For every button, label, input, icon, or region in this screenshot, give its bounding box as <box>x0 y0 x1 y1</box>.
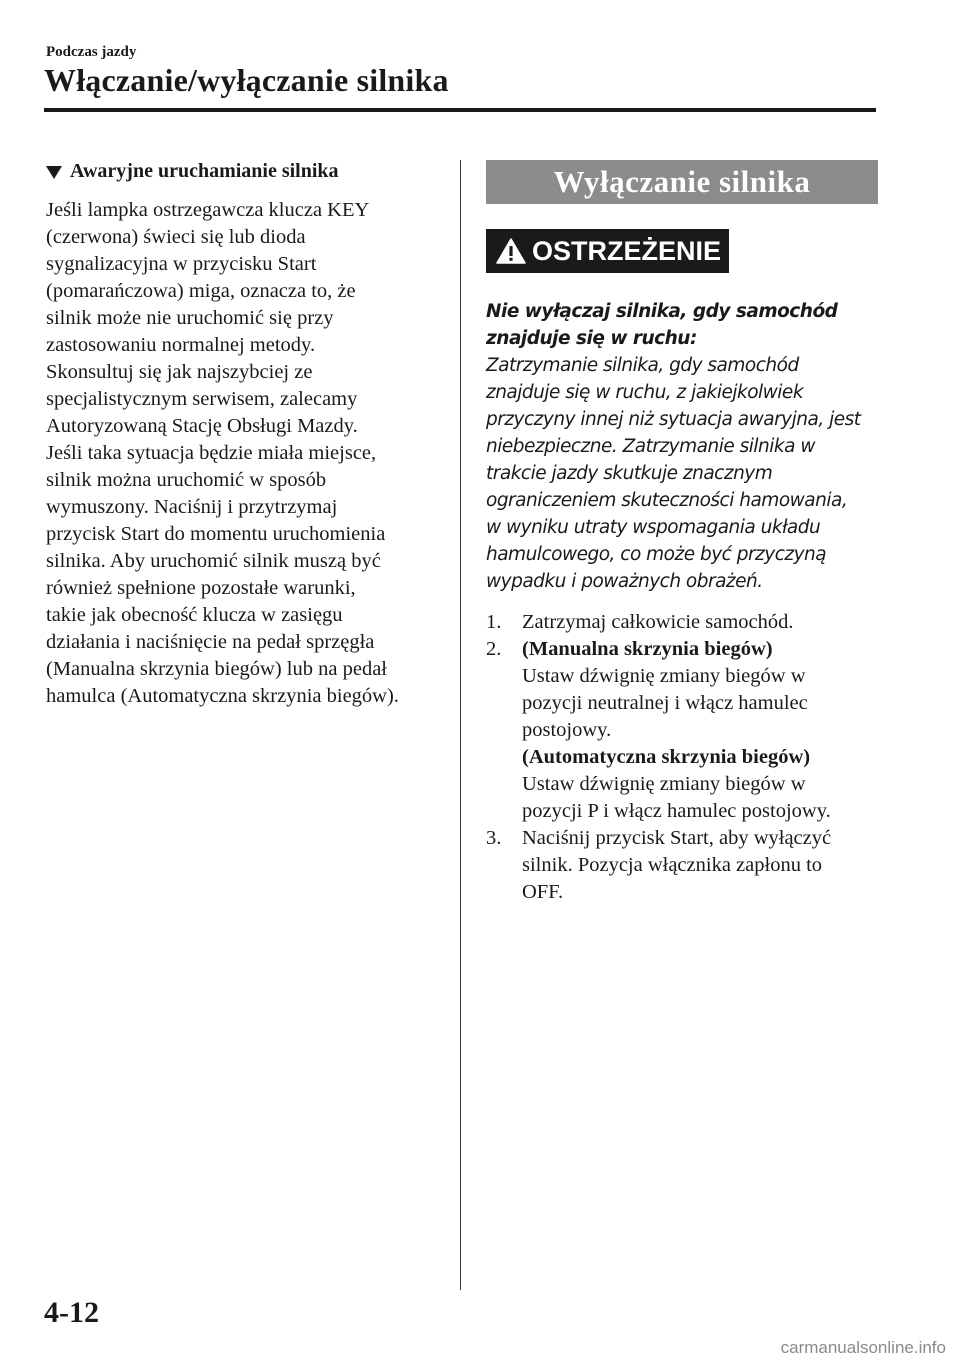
text-line: wymuszony. Naciśnij i przytrzymaj <box>46 496 338 518</box>
steps-list <box>486 609 878 906</box>
step-line: pozycji P i włącz hamulec postojowy. <box>522 800 831 822</box>
step-number: 1. <box>486 611 502 633</box>
warning-title-line: Nie wyłączaj silnika, gdy samochód <box>486 301 838 322</box>
step-line: OFF. <box>522 881 564 903</box>
list-item <box>486 825 878 906</box>
text-line: przycisk Start do momentu uruchomienia <box>46 523 386 545</box>
step-number: 2. <box>486 638 502 660</box>
step-line: Naciśnij przycisk Start, aby wyłączyć <box>522 827 832 849</box>
step-line: Ustaw dźwignię zmiany biegów w <box>522 665 806 687</box>
triangle-down-icon <box>46 166 62 179</box>
text-line: (Manualna skrzynia biegów) lub na pedał <box>46 658 387 680</box>
section-banner: Wyłączanie silnika <box>486 160 878 204</box>
text-line: Jeśli lampka ostrzegawcza klucza KEY <box>46 199 370 221</box>
step-line: Zatrzymaj całkowicie samochód. <box>522 611 794 633</box>
warning-body-line: wypadku i poważnych obrażeń. <box>486 571 763 592</box>
warning-body-line: hamulcowego, co może być przyczyną <box>486 544 827 565</box>
text-line: Skonsultuj się jak najszybciej ze <box>46 361 313 383</box>
step-line: silnik. Pozycja włącznika zapłonu to <box>522 854 823 876</box>
text-line: również spełnione pozostałe warunki, <box>46 577 356 599</box>
warning-label: OSTRZEŻENIE <box>532 235 722 266</box>
page-title: Włączanie/wyłączanie silnika <box>44 62 449 98</box>
list-item <box>486 636 878 825</box>
text-line: działania i naciśnięcie na pedał sprzęgła <box>46 631 375 653</box>
warning-body-line: ograniczeniem skuteczności hamowania, <box>486 490 848 511</box>
header-section-label: Podczas jazdy <box>46 44 137 60</box>
text-line: silnik może nie uruchomić się przy <box>46 307 334 329</box>
step-line: pozycji neutralnej i włącz hamulec <box>522 692 808 714</box>
warning-body-line: w wyniku utraty wspomagania układu <box>486 517 821 538</box>
list-item <box>486 609 878 636</box>
step-sub-label: (Automatyczna skrzynia biegów) <box>522 746 811 768</box>
text-line: silnika. Aby uruchomić silnik muszą być <box>46 550 381 572</box>
warning-title-line: znajduje się w ruchu: <box>486 328 697 349</box>
step-line: Ustaw dźwignię zmiany biegów w <box>522 773 806 795</box>
text-line: sygnalizacyjna w przycisku Start <box>46 253 317 275</box>
watermark: carmanualsonline.info <box>780 1338 946 1357</box>
header-rule <box>44 108 876 112</box>
step-sub-label: (Manualna skrzynia biegów) <box>522 638 773 660</box>
warning-body-line: Zatrzymanie silnika, gdy samochód <box>486 355 799 376</box>
text-line: zastosowaniu normalnej metody. <box>46 334 316 356</box>
warning-triangle-icon <box>496 238 526 264</box>
column-divider <box>460 160 461 1290</box>
warning-text <box>486 298 878 595</box>
text-line: (pomarańczowa) miga, oznacza to, że <box>46 280 356 302</box>
text-line: specjalistycznym serwisem, zalecamy <box>46 388 358 410</box>
text-line: silnik można uruchomić w sposób <box>46 469 327 491</box>
text-line: (czerwona) świeci się lub dioda <box>46 226 306 248</box>
warning-body-line: niebezpieczne. Zatrzymanie silnika w <box>486 436 815 457</box>
right-column <box>486 160 878 906</box>
warning-body-line: trakcie jazdy skutkuje znacznym <box>486 463 773 484</box>
subheading-emergency-start <box>46 160 446 183</box>
warning-body-line: znajduje się w ruchu, z jakiejkolwiek <box>486 382 804 403</box>
text-line: Autoryzowaną Stację Obsługi Mazdy. <box>46 415 358 437</box>
step-line: postojowy. <box>522 719 612 741</box>
warning-badge <box>486 229 729 273</box>
text-line: takie jak obecność klucza w zasięgu <box>46 604 343 626</box>
warning-body-line: przyczyny innej niż sytuacja awaryjna, jest <box>486 409 861 430</box>
text-line: hamulca (Automatyczna skrzynia biegów). <box>46 685 399 707</box>
subheading-text: Awaryjne uruchamianie silnika <box>70 160 339 182</box>
step-number: 3. <box>486 827 502 849</box>
left-column <box>46 160 446 710</box>
page-number: 4-12 <box>44 1296 99 1329</box>
text-line: Jeśli taka sytuacja będzie miała miejsce, <box>46 442 377 464</box>
